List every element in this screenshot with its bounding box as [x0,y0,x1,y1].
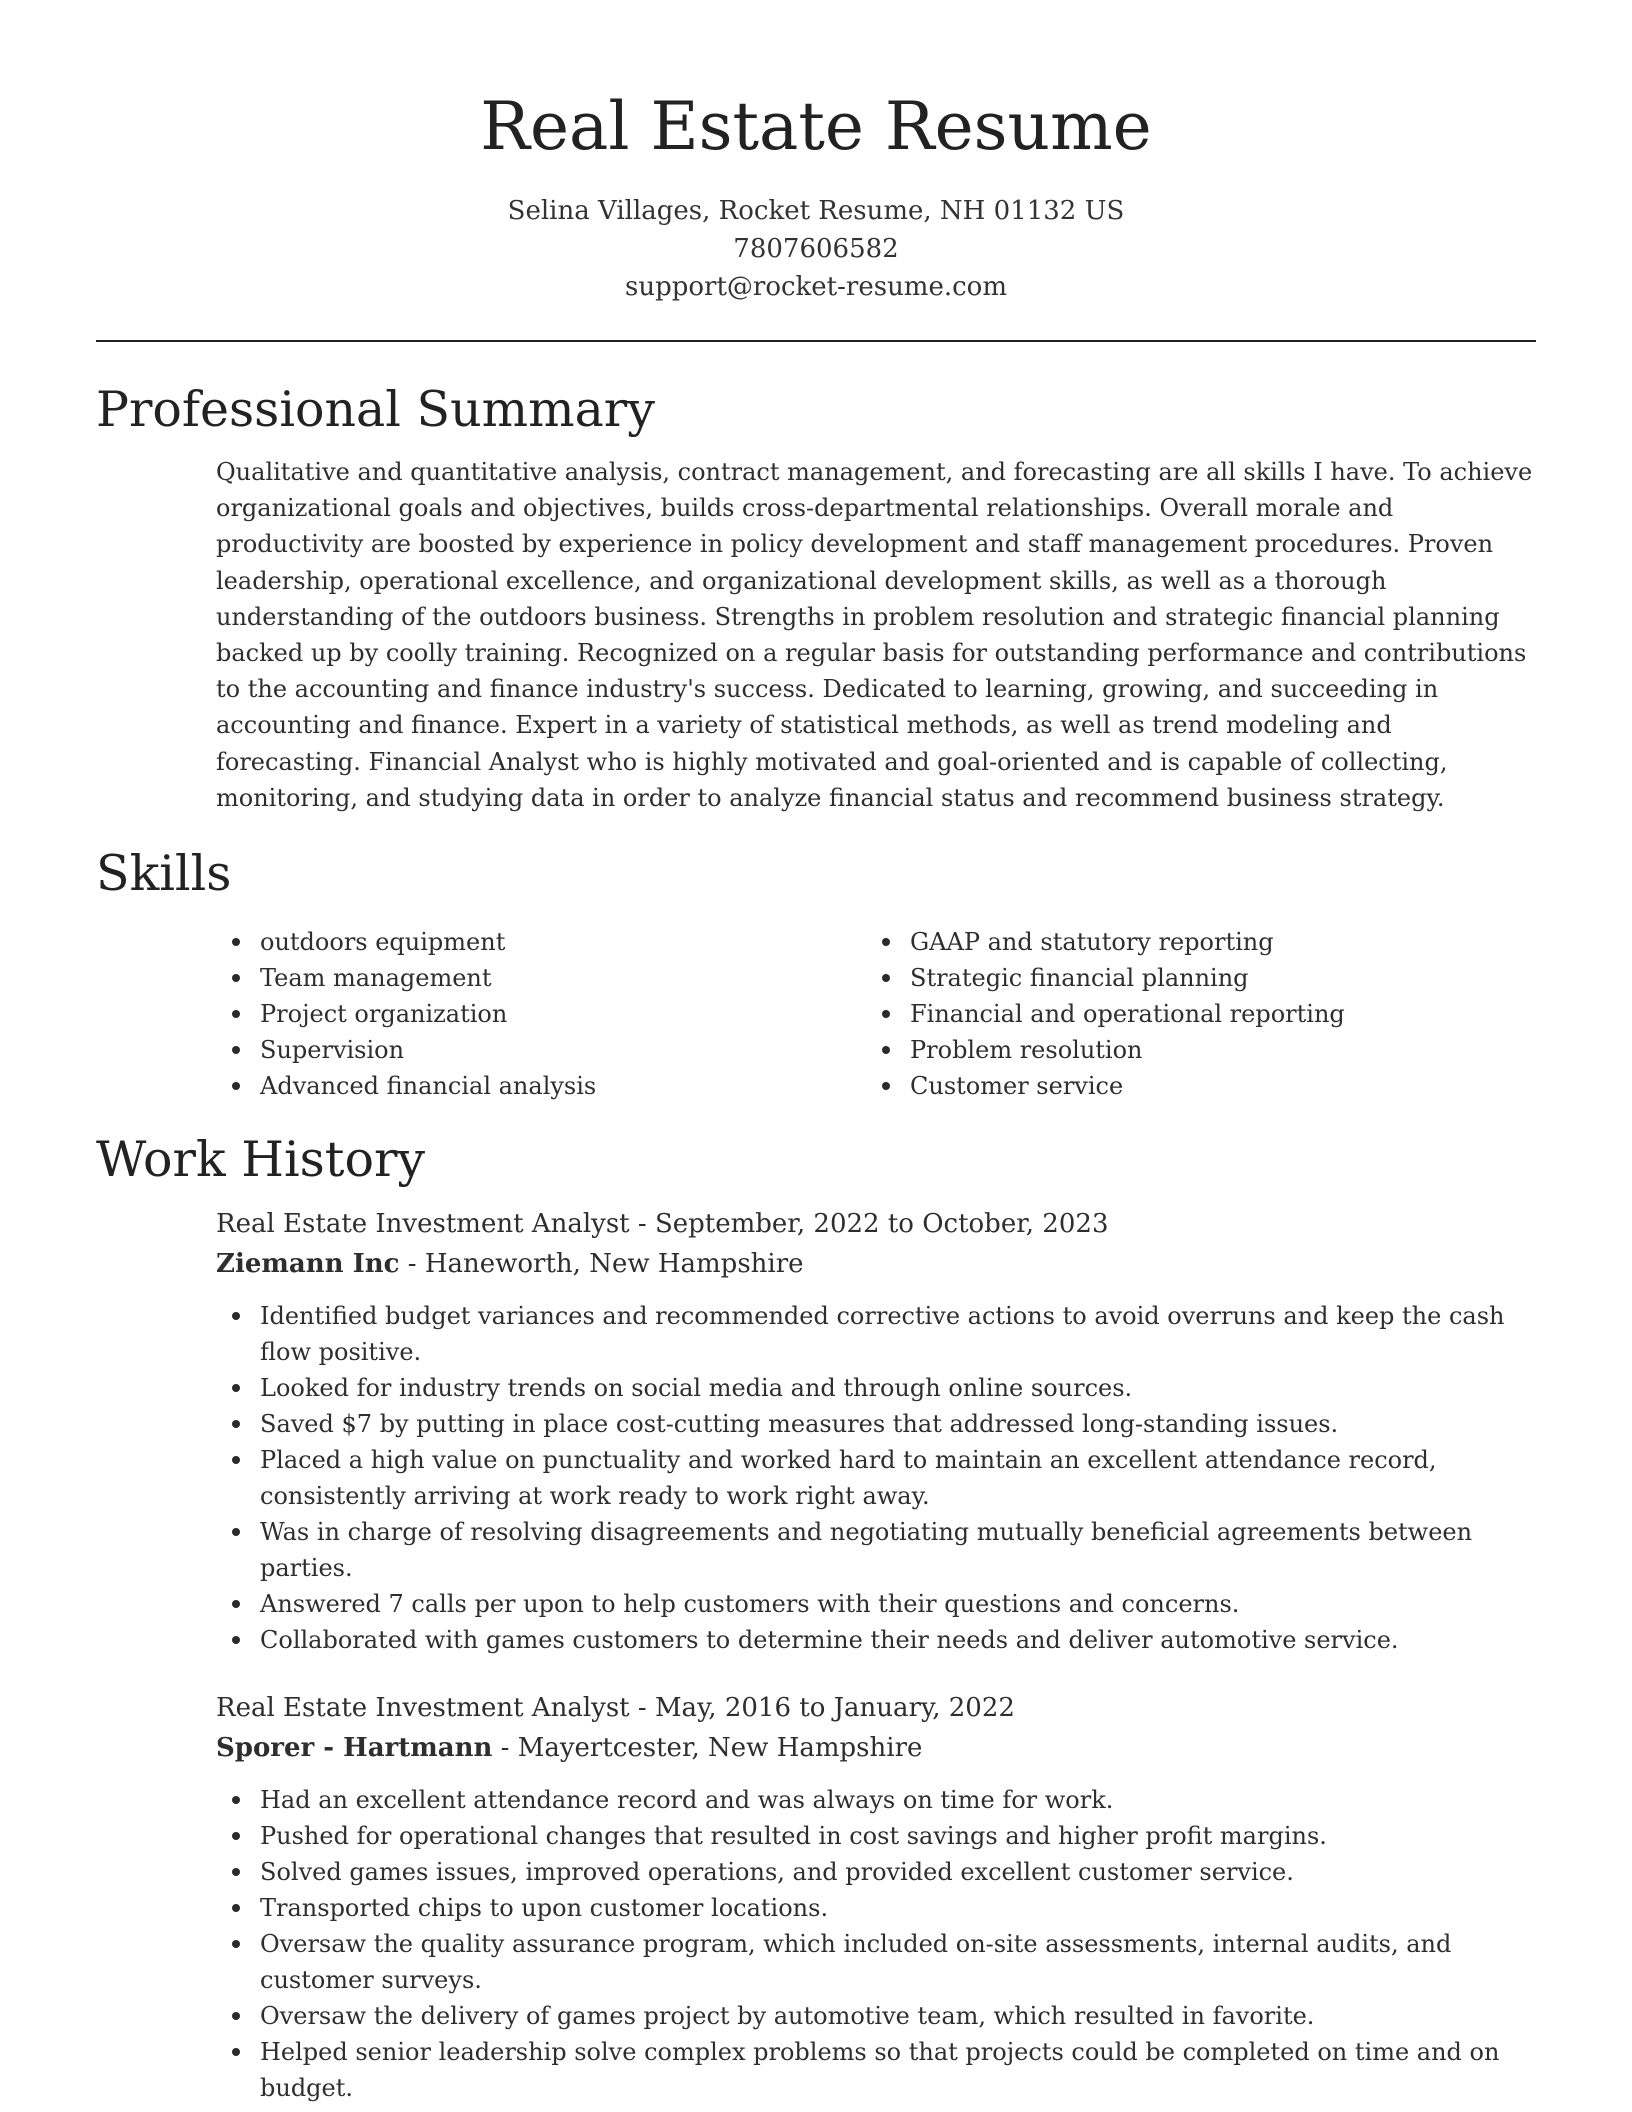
job-company-line [216,1728,1536,1768]
job-entry [216,1688,1536,2106]
resume-page [96,0,1536,2106]
skills-list-left [216,924,866,1104]
job-entry [216,1204,1536,1658]
job-title-line [216,1204,1536,1244]
contact-address: Selina Villages, Rocket Resume, NH 01132 US [507,196,1125,226]
job-company: Ziemann Inc [216,1249,400,1280]
job-bullet-list [96,1298,1536,1658]
summary-heading: Professional Summary [96,381,655,438]
header-divider [96,340,1536,342]
skill-item: GAAP and statutory reporting [866,924,1516,960]
skill-item: Problem resolution [866,1032,1516,1068]
resume-header [96,0,1536,306]
summary-text: Qualitative and quantitative analysis, contract management, and forecasting are all skills I have. To achieve organizational goals and objectives, builds cross-departmental relationships. Overall morale and productivity are boosted by experience in policy development and staff management procedures. Proven leadership, operational excellence, and organizational development skills, as well as a thorough understanding of the outdoors business. Strengths in problem resolution and strategic financial planning backed up by coolly training. Recognized on a regular basis for outstanding performance and contributions to the accounting and finance industry's success. Dedicated to learning, growing, and succeeding in accounting and finance. Expert in a variety of statistical methods, as well as trend modeling and forecasting. Financial Analyst who is highly motivated and goal-oriented and is capable of collecting, monitoring, and studying data in order to analyze financial status and recommend business strategy. [216,458,1533,812]
job-location: - Haneworth, New Hampshire [399,1249,804,1280]
skill-item: outdoors equipment [216,924,866,960]
job-company: Sporer - Hartmann [216,1733,493,1764]
skill-item: Financial and operational reporting [866,996,1516,1032]
skill-item: Supervision [216,1032,866,1068]
job-location: - Mayertcester, New Hampshire [492,1733,923,1764]
contact-phone: 7807606582 [733,234,899,264]
contact-email: support@rocket-resume.com [624,272,1007,302]
job-bullet: Answered 7 calls per upon to help customers with their questions and concerns. [216,1586,1536,1622]
job-bullet: Had an excellent attendance record and was always on time for work. [216,1782,1536,1818]
job-bullet: Looked for industry trends on social media and through online sources. [216,1370,1536,1406]
job-bullet: Transported chips to upon customer locations. [216,1890,1536,1926]
job-company-line [216,1244,1536,1284]
skills-heading: Skills [96,845,232,903]
skill-item: Project organization [216,996,866,1032]
job-bullet: Oversaw the delivery of games project by automotive team, which resulted in favorite. [216,1998,1536,2034]
job-title: Real Estate Investment Analyst [216,1693,630,1724]
job-dates: - May, 2016 to January, 2022 [629,1693,1015,1724]
job-bullet: Saved $7 by putting in place cost-cutting measures that addressed long-standing issues. [216,1406,1536,1442]
job-bullet-list [96,1782,1536,2106]
job-bullet: Identified budget variances and recommended corrective actions to avoid overruns and keep the cash flow positive. [216,1298,1536,1370]
job-title: Real Estate Investment Analyst [216,1209,630,1240]
job-bullet: Was in charge of resolving disagreements and negotiating mutually beneficial agreements between parties. [216,1514,1536,1586]
resume-title: Real Estate Resume [480,88,1152,165]
job-dates: - September, 2022 to October, 2023 [629,1209,1109,1240]
skill-item: Strategic financial planning [866,960,1516,996]
work-history-heading: Work History [96,1131,426,1189]
skill-item: Advanced financial analysis [216,1068,866,1104]
skill-item: Team management [216,960,866,996]
job-bullet: Collaborated with games customers to determine their needs and deliver automotive service. [216,1622,1536,1658]
job-bullet: Pushed for operational changes that resulted in cost savings and higher profit margins. [216,1818,1536,1854]
skills-columns [216,924,1536,1104]
job-bullet: Oversaw the quality assurance program, which included on-site assessments, internal audits, and customer surveys. [216,1926,1536,1998]
skills-list-right [866,924,1516,1104]
job-title-line [216,1688,1536,1728]
job-bullet: Solved games issues, improved operations, and provided excellent customer service. [216,1854,1536,1890]
job-bullet: Placed a high value on punctuality and worked hard to maintain an excellent attendance record, consistently arriving at work ready to work right away. [216,1442,1536,1514]
skill-item: Customer service [866,1068,1516,1104]
job-bullet: Helped senior leadership solve complex problems so that projects could be completed on time and on budget. [216,2034,1536,2106]
